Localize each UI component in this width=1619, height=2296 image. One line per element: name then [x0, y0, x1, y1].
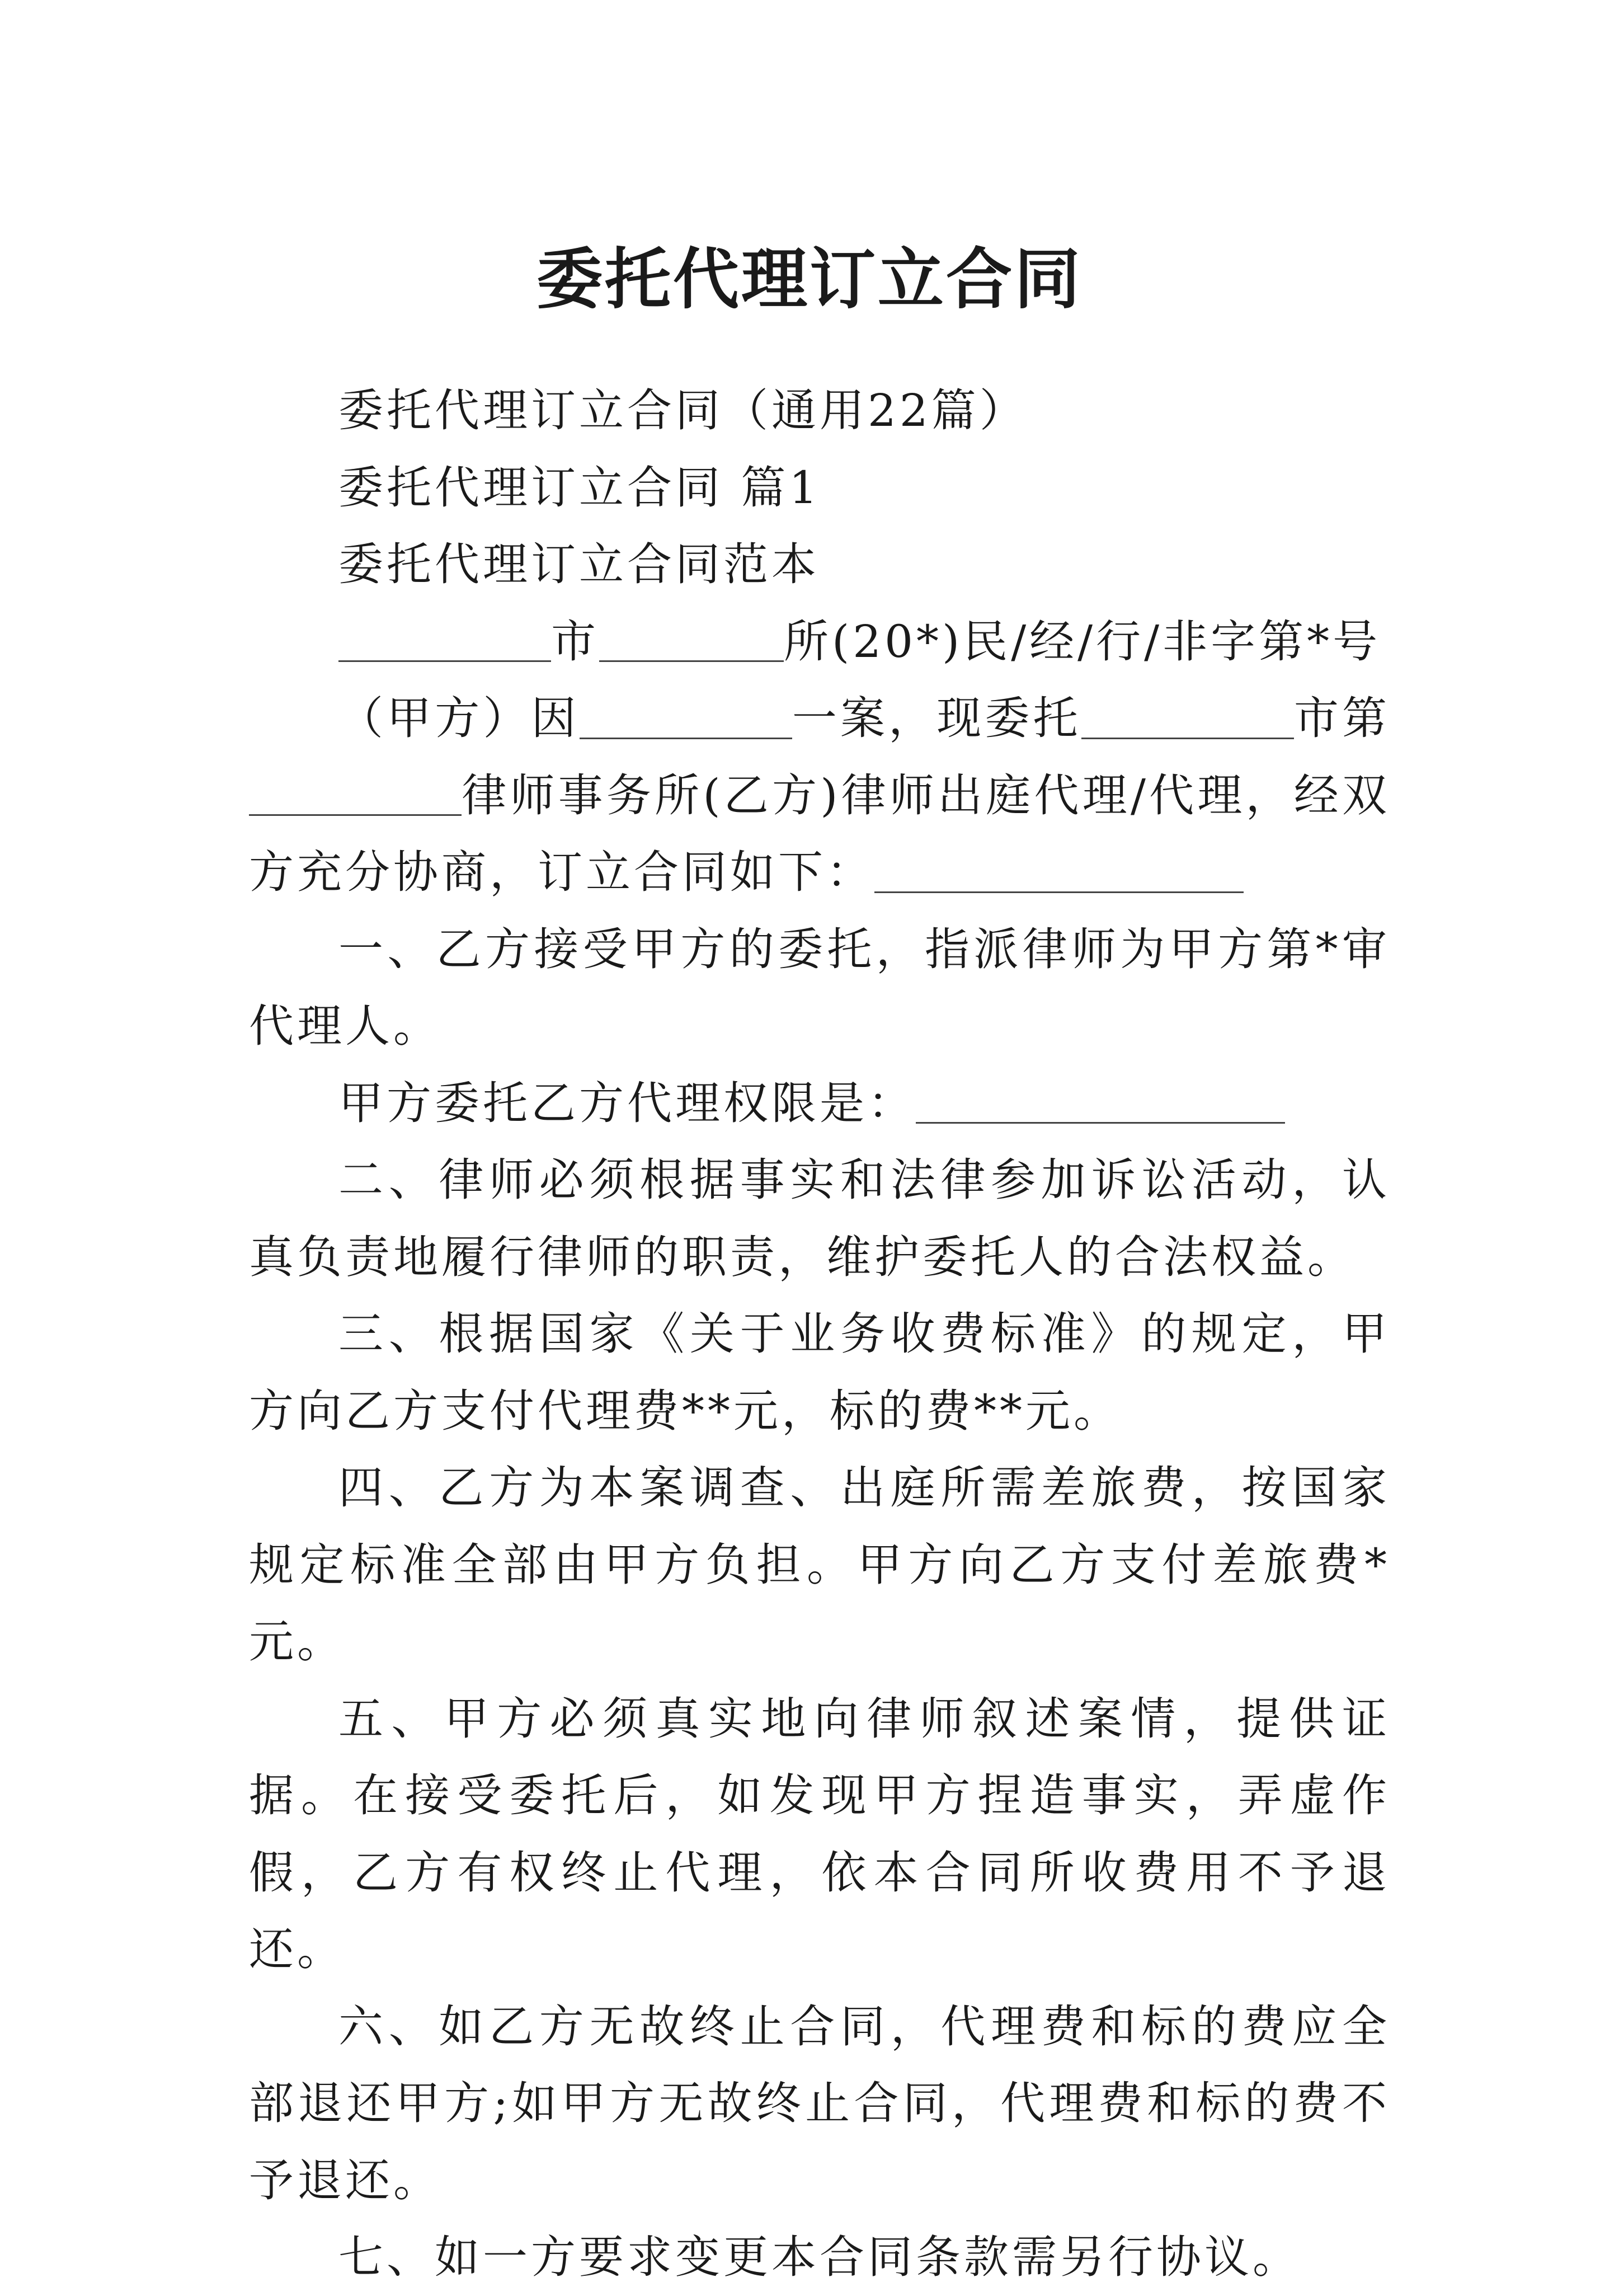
document-title: 委托代理订立合同	[536, 240, 1083, 318]
party-a-because: （甲方）因	[338, 692, 580, 744]
authority-line	[249, 1065, 1390, 1142]
authority-label: 甲方委托乙方代理权限是：	[338, 1077, 916, 1129]
clause-4: 四、乙方为本案调查、出庭所需差旅费，按国家规定标准全部由甲方负担。甲方向乙方支付差旅费*元。	[249, 1462, 1390, 1668]
clause-6: 六、如乙方无故终止合同，代理费和标的费应全部退还甲方;如甲方无故终止合同，代理费和标的费不予退还。	[249, 2000, 1390, 2206]
court-suffix: 所(20*)民/经/行/非字第*号	[784, 615, 1381, 668]
clause-3: 三、根据国家《关于业务收费标准》的规定，甲方向乙方支付代理费**元，标的费**元。	[249, 1308, 1390, 1437]
city-number-text: 市第	[1293, 692, 1391, 744]
case-blank[interactable]	[580, 693, 792, 739]
clause-5: 五、甲方必须真实地向律师叙述案情，提供证据。在接受委托后，如发现甲方捏造事实，弄虚作假，乙方有权终止代理，依本合同所收费用不予退还。	[249, 1692, 1390, 1975]
court-blank[interactable]	[599, 616, 784, 662]
clause-1: 一、乙方接受甲方的委托，指派律师为甲方第*审代理人。	[249, 923, 1390, 1052]
clause-7: 七、如一方要求变更本合同条款需另行协议。	[338, 2231, 1301, 2283]
form-name: 委托代理订立合同范本	[338, 538, 820, 590]
clause-2: 二、律师必须根据事实和法律参加诉讼活动，认真负责地履行律师的职责，维护委托人的合法权益。	[249, 1154, 1390, 1283]
case-text: 一案，现委托	[792, 692, 1081, 744]
firm-blank[interactable]	[249, 769, 462, 816]
city-suffix: 市	[551, 615, 599, 668]
document-body	[249, 372, 1390, 2296]
intro-paragraph	[249, 680, 1390, 911]
authority-blank[interactable]	[916, 1077, 1285, 1124]
section-heading: 委托代理订立合同 篇1	[338, 461, 821, 514]
entrust-city-blank[interactable]	[1081, 693, 1294, 739]
document-subtitle: 委托代理订立合同（通用22篇）	[338, 384, 1028, 436]
firm-text: 律师事务所(乙方)律师出庭代理/代理，经双方充分协商，订立合同如下：	[249, 769, 1390, 898]
city-blank[interactable]	[338, 616, 551, 662]
intro-end-blank[interactable]	[874, 847, 1244, 893]
case-number-line	[249, 603, 1390, 680]
